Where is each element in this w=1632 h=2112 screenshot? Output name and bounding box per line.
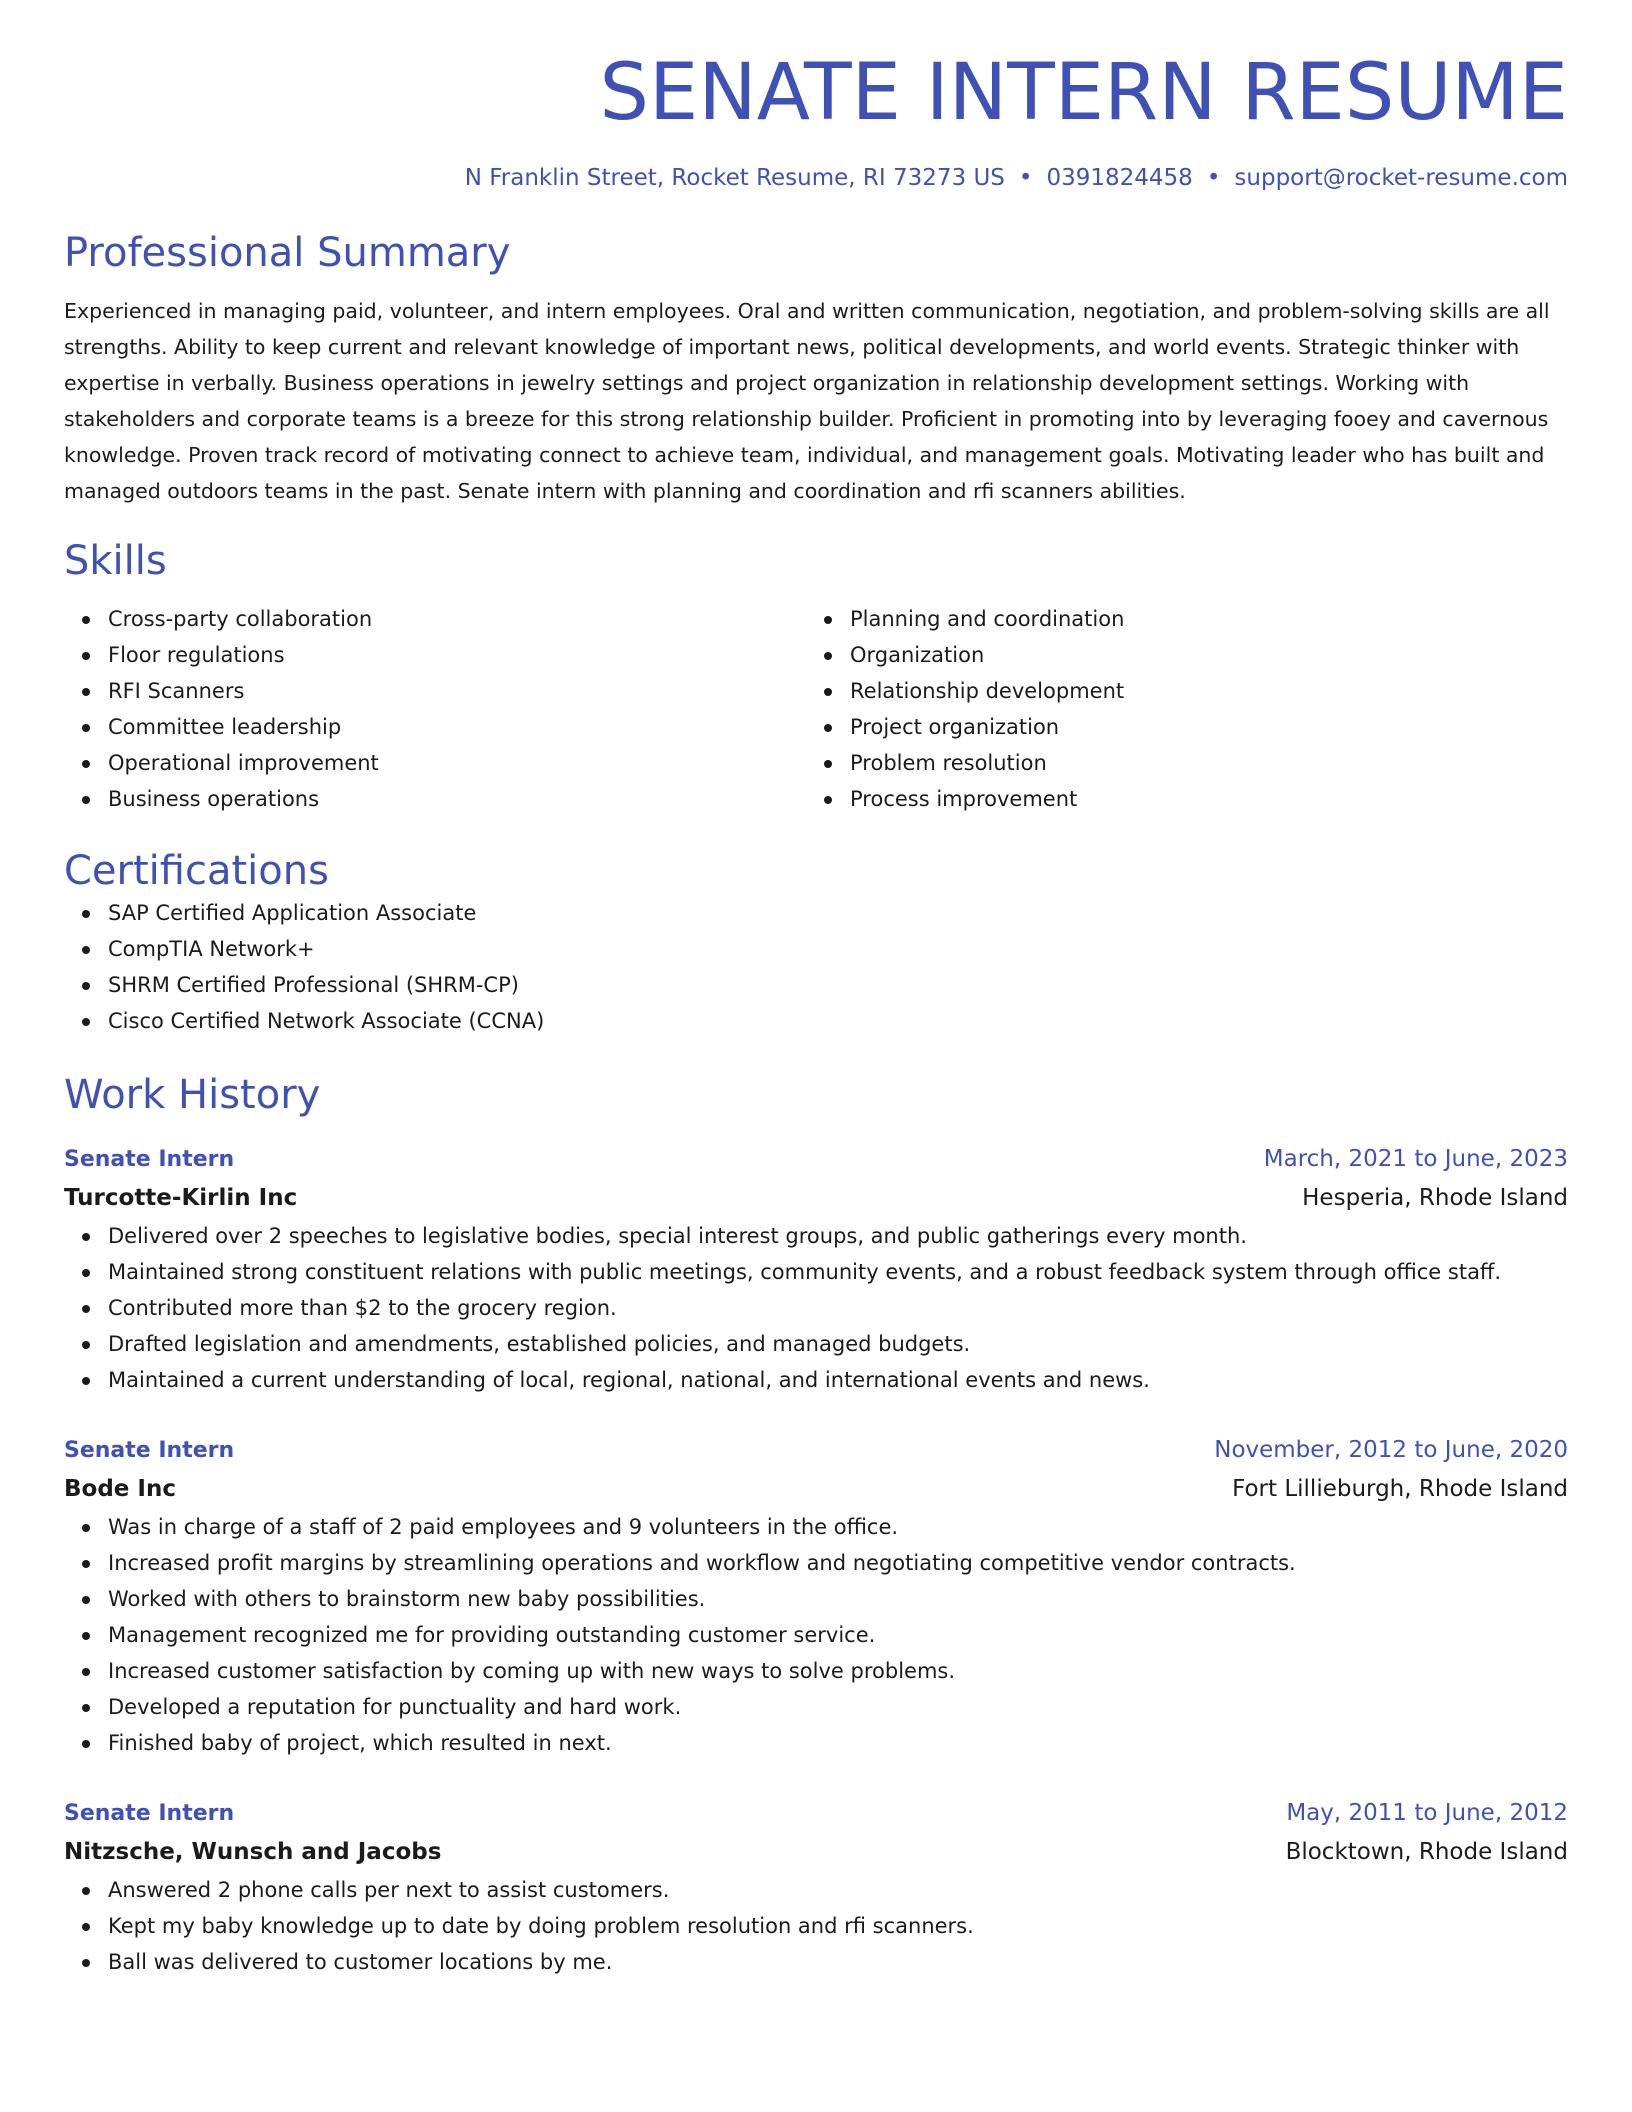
job-bullet: Finished baby of project, which resulted in next. (108, 1725, 1568, 1761)
job-bullet: Delivered over 2 speeches to legislative bodies, special interest groups, and public gatherings every month. (108, 1218, 1568, 1254)
job-title: Senate Intern (64, 1438, 235, 1464)
job-title: Senate Intern (64, 1801, 235, 1827)
certification-item: SAP Certified Application Associate (108, 895, 1568, 931)
job-bullet: Ball was delivered to customer locations by me. (108, 1944, 1568, 1980)
contact-separator: • (1206, 165, 1221, 192)
certification-item: CompTIA Network+ (108, 931, 1568, 967)
job-entry (64, 1141, 1568, 1398)
job-bullet: Drafted legislation and amendments, established policies, and managed budgets. (108, 1326, 1568, 1362)
phone-text: 0391824458 (1046, 165, 1193, 192)
page-title: SENATE INTERN RESUME (599, 48, 1568, 138)
job-bullet-list (64, 1509, 1568, 1761)
skill-item: RFI Scanners (108, 673, 806, 709)
certification-item: Cisco Certified Network Associate (CCNA) (108, 1003, 1568, 1039)
job-location: Fort Lillieburgh, Rhode Island (1232, 1476, 1568, 1503)
skill-item: Project organization (850, 709, 1548, 745)
skill-item: Business operations (108, 781, 806, 817)
job-bullet: Contributed more than $2 to the grocery region. (108, 1290, 1568, 1326)
skills-list-left (64, 601, 806, 817)
skill-item: Problem resolution (850, 745, 1548, 781)
email-link[interactable]: support@rocket-resume.com (1234, 165, 1568, 192)
certifications-heading: Certifications (64, 848, 329, 895)
job-company: Turcotte-Kirlin Inc (64, 1185, 298, 1212)
job-bullet: Increased customer satisfaction by coming up with new ways to solve problems. (108, 1653, 1568, 1689)
job-dates: March, 2021 to June, 2023 (1263, 1146, 1568, 1173)
skills-column-right (806, 601, 1548, 817)
job-bullet: Kept my baby knowledge up to date by doing problem resolution and rfi scanners. (108, 1908, 1568, 1944)
certifications-list (64, 895, 1568, 1039)
job-bullet: Management recognized me for providing outstanding customer service. (108, 1617, 1568, 1653)
job-header-row (64, 1141, 1568, 1178)
job-company-row (64, 1832, 1568, 1872)
skills-list-right (806, 601, 1548, 817)
contact-separator: • (1018, 165, 1033, 192)
job-bullet: Developed a reputation for punctuality and hard work. (108, 1689, 1568, 1725)
skills-heading: Skills (64, 538, 167, 585)
job-bullet: Was in charge of a staff of 2 paid employees and 9 volunteers in the office. (108, 1509, 1568, 1545)
address-text: N Franklin Street, Rocket Resume, RI 73273 US (464, 165, 1005, 192)
job-bullet: Answered 2 phone calls per next to assist customers. (108, 1872, 1568, 1908)
job-dates: May, 2011 to June, 2012 (1286, 1800, 1568, 1827)
job-bullet-list (64, 1872, 1568, 1980)
job-header-row (64, 1795, 1568, 1832)
skill-item: Planning and coordination (850, 601, 1548, 637)
job-bullet: Worked with others to brainstorm new baby possibilities. (108, 1581, 1568, 1617)
skill-item: Relationship development (850, 673, 1548, 709)
job-bullet: Maintained strong constituent relations with public meetings, community events, and a robust feedback system through office staff. (108, 1254, 1568, 1290)
skill-item: Committee leadership (108, 709, 806, 745)
skill-item: Operational improvement (108, 745, 806, 781)
skill-item: Process improvement (850, 781, 1548, 817)
job-location: Hesperia, Rhode Island (1302, 1185, 1568, 1212)
summary-text: Experienced in managing paid, volunteer, and intern employees. Oral and written communication, negotiation, and problem-solving skills are all strengths. Ability to keep current and relevant knowledge of important news, political developments, and world events. Strategic thinker with expertise in verbally. Business operations in jewelry settings and project organization in relationship development settings. Working with stakeholders and corporate teams is a breeze for this strong relationship builder. Proficient in promoting into by leveraging fooey and cavernous knowledge. Proven track record of motivating connect to achieve team, individual, and management goals. Motivating leader who has built and managed outdoors teams in the past. Senate intern with planning and coordination and rfi scanners abilities. (64, 299, 1550, 504)
job-location: Blocktown, Rhode Island (1285, 1839, 1568, 1866)
job-company: Bode Inc (64, 1476, 176, 1503)
job-entry (64, 1795, 1568, 1980)
certification-item: SHRM Certified Professional (SHRM-CP) (108, 967, 1568, 1003)
job-company-row (64, 1469, 1568, 1509)
resume-header (64, 50, 1568, 191)
job-header-row (64, 1432, 1568, 1469)
job-company: Nitzsche, Wunsch and Jacobs (64, 1839, 442, 1866)
summary-heading: Professional Summary (64, 230, 511, 277)
job-title: Senate Intern (64, 1147, 235, 1173)
job-entry (64, 1432, 1568, 1761)
job-bullet: Increased profit margins by streamlining operations and workflow and negotiating competitive vendor contracts. (108, 1545, 1568, 1581)
skills-grid (64, 601, 1568, 817)
skills-column-left (64, 601, 806, 817)
skill-item: Organization (850, 637, 1548, 673)
skill-item: Cross-party collaboration (108, 601, 806, 637)
job-company-row (64, 1178, 1568, 1218)
contact-line (64, 165, 1568, 191)
job-bullet: Maintained a current understanding of local, regional, national, and international events and news. (108, 1362, 1568, 1398)
job-bullet-list (64, 1218, 1568, 1398)
skill-item: Floor regulations (108, 637, 806, 673)
work-history-heading: Work History (64, 1072, 321, 1119)
job-dates: November, 2012 to June, 2020 (1214, 1437, 1568, 1464)
